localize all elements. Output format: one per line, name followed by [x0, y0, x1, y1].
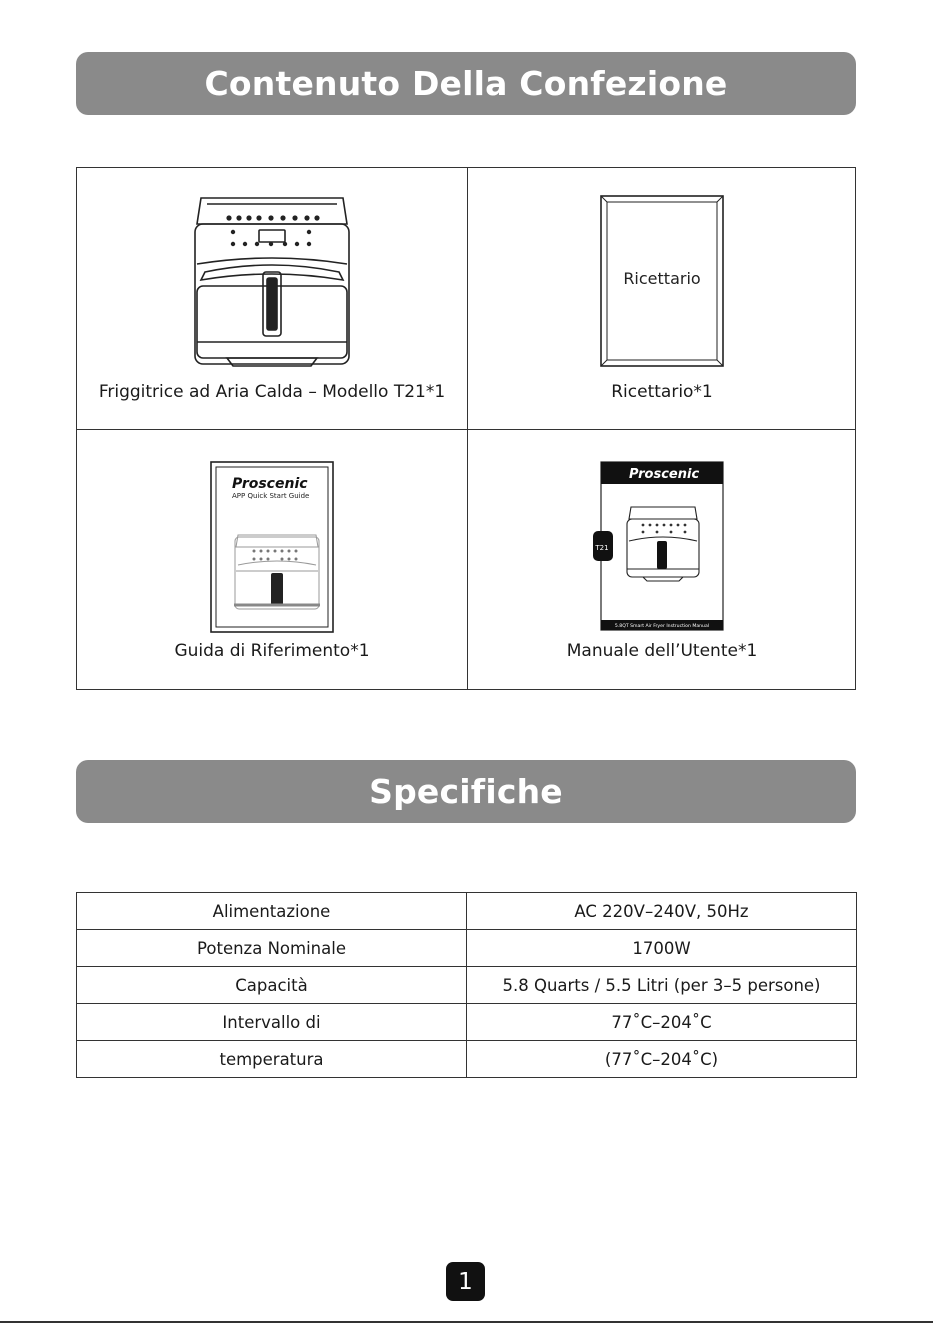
spec-label: Capacità	[77, 967, 467, 1004]
table-row	[77, 1004, 857, 1041]
spec-label: Potenza Nominale	[77, 930, 467, 967]
air-fryer-icon	[187, 194, 357, 369]
table-row	[77, 967, 857, 1004]
contents-item-recipe-book	[467, 168, 857, 429]
contents-item-quick-guide	[77, 429, 467, 690]
user-manual-icon	[591, 461, 725, 631]
spec-value: 5.8 Quarts / 5.5 Litri (per 3–5 persone)	[467, 967, 857, 1004]
user-manual-brand: Proscenic	[629, 467, 700, 482]
table-row	[77, 930, 857, 967]
quick-guide-caption: Guida di Riferimento*1	[174, 641, 370, 661]
contents-item-air-fryer	[77, 168, 467, 429]
bottom-rule	[0, 1321, 933, 1323]
table-row	[77, 893, 857, 930]
contents-title: Contenuto Della Confezione	[204, 64, 728, 103]
spec-value: 77˚C–204˚C	[467, 1004, 857, 1041]
user-manual-caption: Manuale dell’Utente*1	[566, 641, 758, 661]
table-row	[77, 1041, 857, 1078]
specs-banner	[76, 760, 856, 823]
specs-title: Specifiche	[369, 772, 563, 811]
spec-value: 1700W	[467, 930, 857, 967]
spec-label: Alimentazione	[77, 893, 467, 930]
user-manual-tab: T21	[595, 544, 609, 552]
spec-label: temperatura	[77, 1041, 467, 1078]
user-manual-footer: 5.8QT Smart Air Fryer Instruction Manual	[614, 624, 710, 629]
air-fryer-caption: Friggitrice ad Aria Calda – Modello T21*1	[98, 382, 446, 402]
spec-label: Intervallo di	[77, 1004, 467, 1041]
page-number: 1	[446, 1262, 485, 1301]
quick-guide-brand: Proscenic	[232, 476, 308, 492]
quick-guide-subtitle: APP Quick Start Guide	[232, 492, 310, 500]
contents-banner	[76, 52, 856, 115]
recipe-book-cover-text: Ricettario	[623, 269, 701, 288]
specs-table	[76, 892, 857, 1078]
contents-grid	[76, 167, 856, 690]
spec-value: (77˚C–204˚C)	[467, 1041, 857, 1078]
recipe-book-caption: Ricettario*1	[611, 382, 713, 402]
quick-guide-icon	[210, 461, 334, 633]
spec-value: AC 220V–240V, 50Hz	[467, 893, 857, 930]
contents-item-user-manual	[467, 429, 857, 690]
recipe-book-icon	[599, 194, 725, 368]
